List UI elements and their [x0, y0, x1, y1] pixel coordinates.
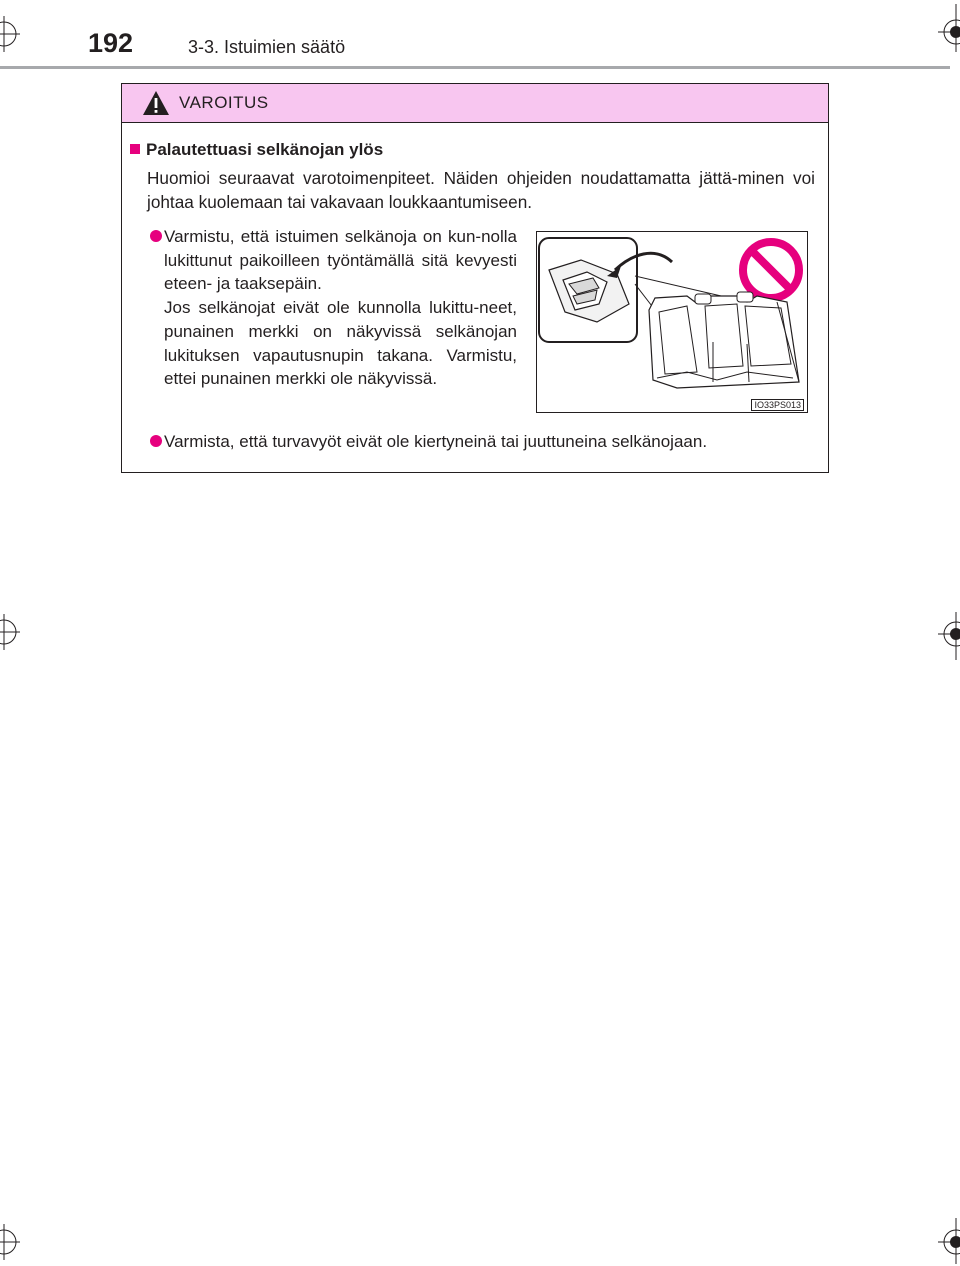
bullet-dot-icon: [150, 230, 162, 242]
section-title: 3-3. Istuimien säätö: [188, 37, 346, 57]
illustration-code: IO33PS013: [751, 399, 804, 411]
warning-title: VAROITUS: [179, 93, 269, 112]
page-number: 192: [88, 28, 134, 58]
warning-triangle-icon: [142, 90, 170, 116]
bullet-text: Jos selkänojat eivät ole kunnolla lukittu-neet, punainen merkki on näkyvissä selkänojan lukituksen vapautusnupin takana. Varmistu, ettei punainen merkki ole näkyvissä.: [164, 298, 517, 389]
warning-header: [122, 84, 828, 123]
bullet-text: Varmistu, että istuimen selkänoja on kun-nolla lukittunut paikoilleen työntämällä sitä kevyesti eteen- ja taaksepäin.: [164, 227, 517, 294]
crop-mark-top-right: [932, 4, 960, 54]
crop-mark-bottom-right: [932, 1214, 960, 1264]
header-rule: [0, 66, 950, 69]
crop-mark-top-left: [0, 14, 24, 54]
rear-seat-illustration: [537, 232, 807, 412]
bullet-item: [164, 430, 824, 454]
bullet-dot-icon: [150, 435, 162, 447]
warning-subheading-text: Palautettuasi selkänojan ylös: [146, 140, 384, 159]
bullet-item: [164, 225, 517, 391]
crop-mark-mid-left: [0, 612, 24, 652]
crop-mark-bottom-left: [0, 1222, 24, 1262]
square-bullet-icon: [130, 144, 140, 154]
bullet-text: Varmista, että turvavyöt eivät ole kiertyneinä tai juuttuneina selkänojaan.: [164, 432, 708, 451]
warning-intro: Huomioi seuraavat varotoimenpiteet. Näiden ohjeiden noudattamatta jättä-minen voi johtaa kuolemaan tai vakavaan loukkaantumiseen.: [147, 168, 815, 212]
warning-subheading: [130, 140, 383, 160]
seat-illustration: [536, 231, 808, 413]
crop-mark-mid-right: [932, 612, 960, 662]
warning-box: [121, 83, 829, 473]
